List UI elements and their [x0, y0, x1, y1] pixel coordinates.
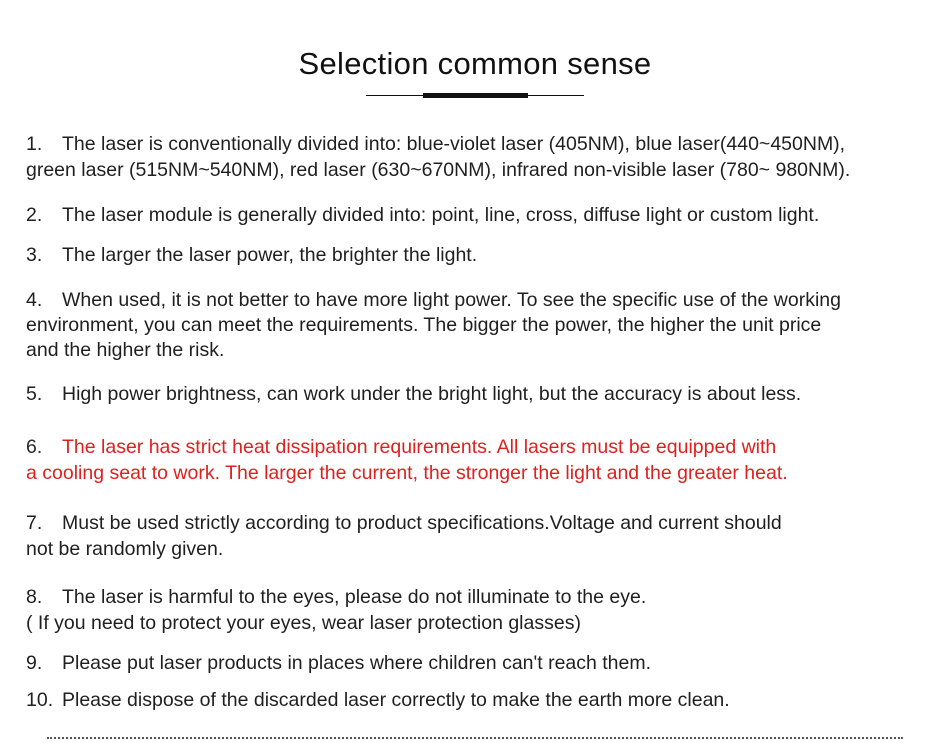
list-item-number: 2.: [26, 204, 43, 226]
list-item-number: 9.: [26, 652, 43, 674]
list-item-5: [26, 381, 926, 407]
list-item-number: 6.: [26, 436, 43, 458]
list-item-text: Must be used strictly according to product specifications.Voltage and current should: [62, 512, 782, 534]
page-title: Selection common sense: [298, 46, 652, 81]
dotted-divider: [47, 737, 903, 739]
list-item-text: The laser is conventionally divided into: blue-violet laser (405NM), blue laser(440~450NM),: [62, 133, 846, 155]
list-item-line: [26, 202, 926, 228]
list-item-number: 3.: [26, 244, 43, 266]
list-item-line: [26, 381, 926, 407]
list-item-2: [26, 202, 926, 228]
list-item-text: High power brightness, can work under the bright light, but the accuracy is about less.: [62, 383, 802, 405]
list-item-number: 10.: [26, 689, 54, 711]
list-item-number: 5.: [26, 383, 43, 405]
title-underline-accent: [423, 93, 528, 98]
list-item-text: not be randomly given.: [26, 538, 224, 560]
list-item-line: [26, 510, 926, 536]
list-item-7: [26, 510, 926, 562]
list-item-text: The laser has strict heat dissipation requirements. All lasers must be equipped with: [62, 436, 777, 458]
list-item-text: ( If you need to protect your eyes, wear laser protection glasses): [26, 612, 581, 634]
list-item-line: [26, 288, 926, 313]
list-item-number: 4.: [26, 289, 43, 311]
list-item-3: [26, 242, 926, 268]
list-item-text: Please put laser products in places where children can't reach them.: [62, 652, 652, 674]
list-item-text: When used, it is not better to have more light power. To see the specific use of the working: [62, 289, 841, 311]
list-item-10: [26, 687, 926, 713]
list-item-6-warning: [26, 434, 926, 486]
list-item-line: [26, 687, 926, 713]
list-item-number: 7.: [26, 512, 43, 534]
list-item-text: The laser module is generally divided into: point, line, cross, diffuse light or custom light.: [62, 204, 820, 226]
list-item-line: [26, 584, 926, 610]
list-item-4: [26, 288, 926, 363]
list-item-text: The laser is harmful to the eyes, please do not illuminate to the eye.: [62, 586, 647, 608]
list-item-text: The larger the laser power, the brighter the light.: [62, 244, 478, 266]
list-item-line: [26, 650, 926, 676]
list-item-text: and the higher the risk.: [26, 339, 225, 361]
list-item-line: [26, 434, 926, 460]
list-item-8: [26, 584, 926, 636]
list-item-number: 8.: [26, 586, 43, 608]
list-item-text: environment, you can meet the requirements. The bigger the power, the higher the unit price: [26, 314, 822, 336]
list-item-number: 1.: [26, 133, 43, 155]
list-item-9: [26, 650, 926, 676]
list-item-text: a cooling seat to work. The larger the current, the stronger the light and the greater heat.: [26, 462, 788, 484]
list-item-text: green laser (515NM~540NM), red laser (630~670NM), infrared non-visible laser (780~ 980NM).: [26, 159, 851, 181]
list-item-1: [26, 131, 926, 183]
list-item-text: Please dispose of the discarded laser correctly to make the earth more clean.: [62, 689, 730, 711]
list-item-line: [26, 131, 926, 157]
list-item-line: [26, 242, 926, 268]
